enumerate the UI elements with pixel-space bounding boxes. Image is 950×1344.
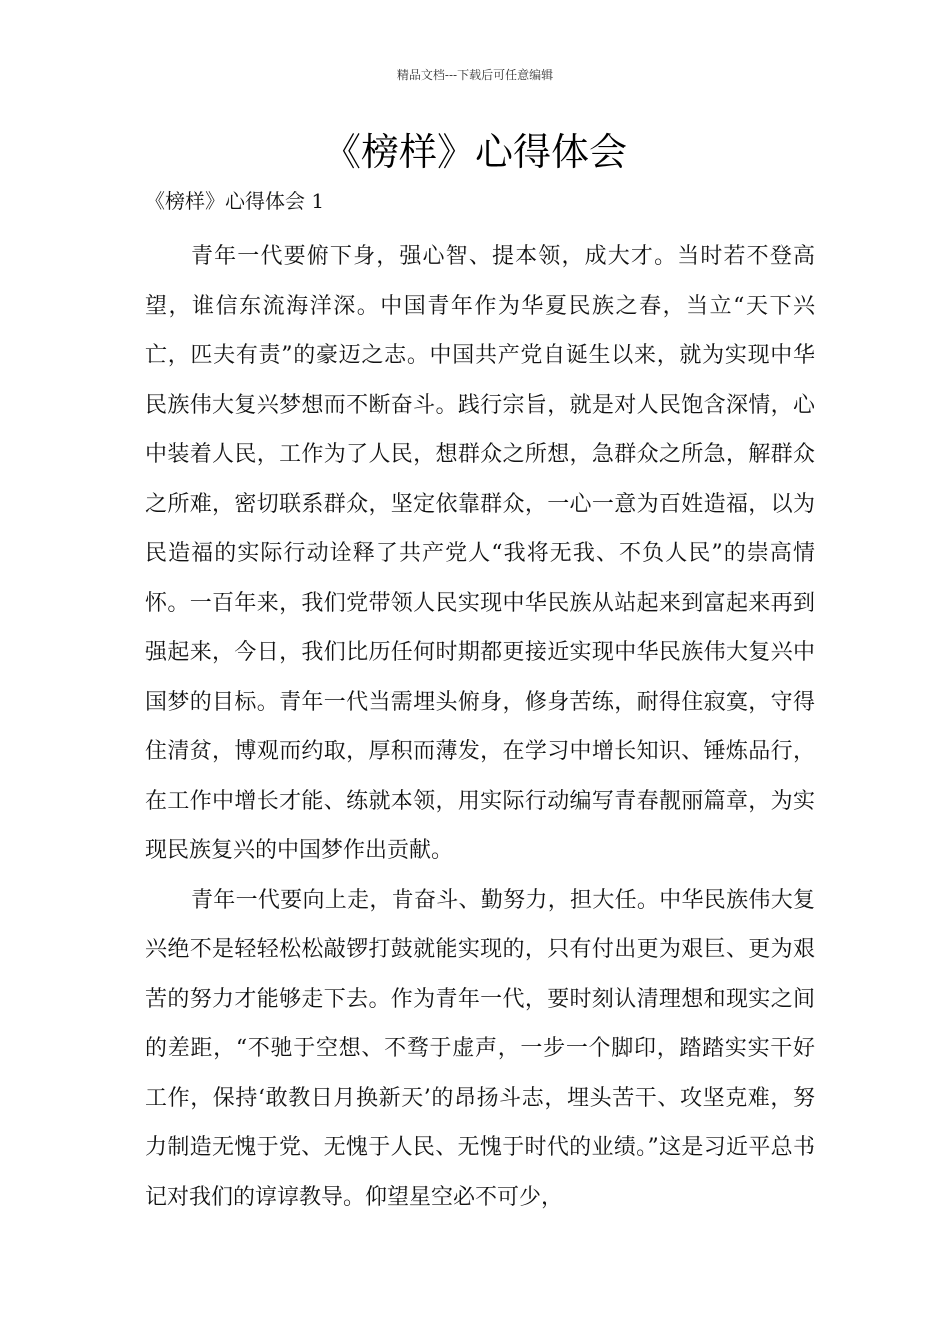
header-note: 精品文档---下载后可任意编辑 [396,68,554,82]
body-text [145,232,815,1222]
paragraph-1: 青年一代要俯下身，强心智、提本领，成大才。当时若不登高望，谁信东流海洋深。中国青年作为华夏民族之春，当立“天下兴亡，匹夫有责”的豪迈之志。中国共产党自诞生以来，就为实现中华民族伟大复兴梦想而不断奋斗。践行宗旨，就是对人民饱含深情，心中装着人民，工作为了人民，想群众之所想，急群众之所急，解群众之所难，密切联系群众，坚定依靠群众，一心一意为百姓造福，以为民造福的实际行动诠释了共产党人“我将无我、不负人民”的崇高情怀。一百年来，我们党带领人民实现中华民族从站起来到富起来再到强起来，今日，我们比历任何时期都更接近实现中华民族伟大复兴中国梦的目标。青年一代当需埋头俯身，修身苦练，耐得住寂寞，守得住清贫，博观而约取，厚积而薄发，在学习中增长知识、锤炼品行，在工作中增长才能、练就本领，用实际行动编写青春靓丽篇章，为实现民族复兴的中国梦作出贡献。 [145,244,815,863]
section-heading: 《榜样》心得体会 1 [145,189,325,213]
document-title: 《榜样》心得体会 [322,130,627,174]
paragraph-2: 青年一代要向上走，肯奋斗、勤努力，担大任。中华民族伟大复兴绝不是轻轻松松敲锣打鼓就能实现的，只有付出更为艰巨、更为艰苦的努力才能够走下去。作为青年一代，要时刻认清理想和现实之间的差距，“不驰于空想、不骛于虚声，一步一个脚印，踏踏实实干好工作，保持‘敢教日月换新天’的昂扬斗志，埋头苦干、攻坚克难，努力制造无愧于党、无愧于人民、无愧于时代的业绩。”这是习近平总书记对我们的谆谆教导。仰望星空必不可少， [145,887,815,1210]
